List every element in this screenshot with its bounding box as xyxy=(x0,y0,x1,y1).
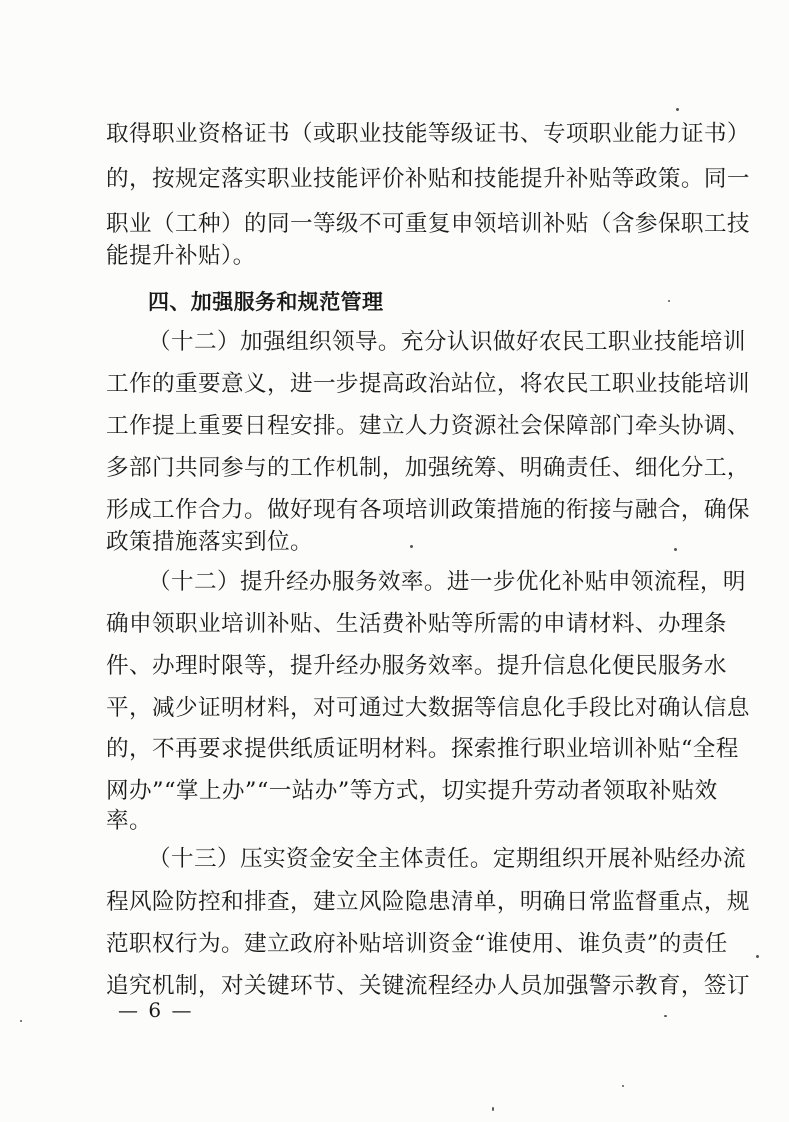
para-12-line-4: 多部门共同参与的工作机制，加强统筹、明确责任、细化分工， xyxy=(106,455,750,481)
para-13-line-1: （十三）压实资金安全主体责任。定期组织开展补贴经办流 xyxy=(148,846,746,872)
para-12b-line-2: 确申领职业培训补贴、生活费补贴等所需的申请材料、办理条 xyxy=(106,611,727,637)
scan-speck xyxy=(20,1020,22,1022)
scan-speck xyxy=(668,300,670,302)
body-line-3: 职业（工种）的同一等级不可重复申领培训补贴（含参保职工技 xyxy=(106,211,750,237)
para-12-line-2: 工作的重要意义，进一步提高政治站位，将农民工职业技能培训 xyxy=(106,371,750,397)
para-12b-line-1: （十二）提升经办服务效率。进一步优化补贴申领流程，明 xyxy=(148,569,746,595)
body-line-4: 能提升补贴）。 xyxy=(106,243,256,269)
body-line-2: 的，按规定落实职业技能评价补贴和技能提升补贴等政策。同一 xyxy=(106,166,750,192)
para-12b-line-4: 平，减少证明材料，对可通过大数据等信息化手段比对确认信息 xyxy=(106,695,750,721)
para-12-line-5: 形成工作合力。做好现有各项培训政策措施的衔接与融合，确保 xyxy=(106,497,750,523)
para-13-line-4: 追究机制，对关键环节、关键流程经办人员加强警示教育，签订 xyxy=(106,973,750,999)
scan-speck xyxy=(622,1085,624,1087)
para-12b-line-5: 的，不再要求提供纸质证明材料。探索推行职业培训补贴“全程 xyxy=(106,736,739,762)
para-12b-line-3: 件、办理时限等，提升经办服务效率。提升信息化便民服务水 xyxy=(106,653,727,679)
scan-speck xyxy=(410,545,413,548)
section-heading: 四、加强服务和规范管理 xyxy=(148,290,384,314)
para-12-line-3: 工作提上重要日程安排。建立人力资源社会保障部门牵头协调、 xyxy=(106,413,750,439)
para-12-line-1: （十二）加强组织领导。充分认识做好农民工职业技能培训 xyxy=(148,329,746,355)
scan-speck xyxy=(674,548,677,551)
scan-speck xyxy=(492,1107,494,1111)
body-line-1: 取得职业资格证书（或职业技能等级证书、专项职业能力证书） xyxy=(106,121,750,147)
page-number: — 6 — xyxy=(118,998,194,1022)
para-13-line-3: 范职权行为。建立政府补贴培训资金“谁使用、谁负责”的责任 xyxy=(106,931,728,957)
scan-speck xyxy=(756,955,759,958)
para-12-line-6: 政策措施落实到位。 xyxy=(106,529,313,555)
para-12b-line-7: 率。 xyxy=(106,808,152,834)
scan-speck xyxy=(664,1015,667,1017)
para-13-line-2: 程风险防控和排查，建立风险隐患清单，明确日常监督重点，规 xyxy=(106,889,750,915)
scan-speck xyxy=(676,108,679,111)
para-12b-line-6: 网办”“掌上办”“一站办”等方式，切实提升劳动者领取补贴效 xyxy=(106,778,718,804)
